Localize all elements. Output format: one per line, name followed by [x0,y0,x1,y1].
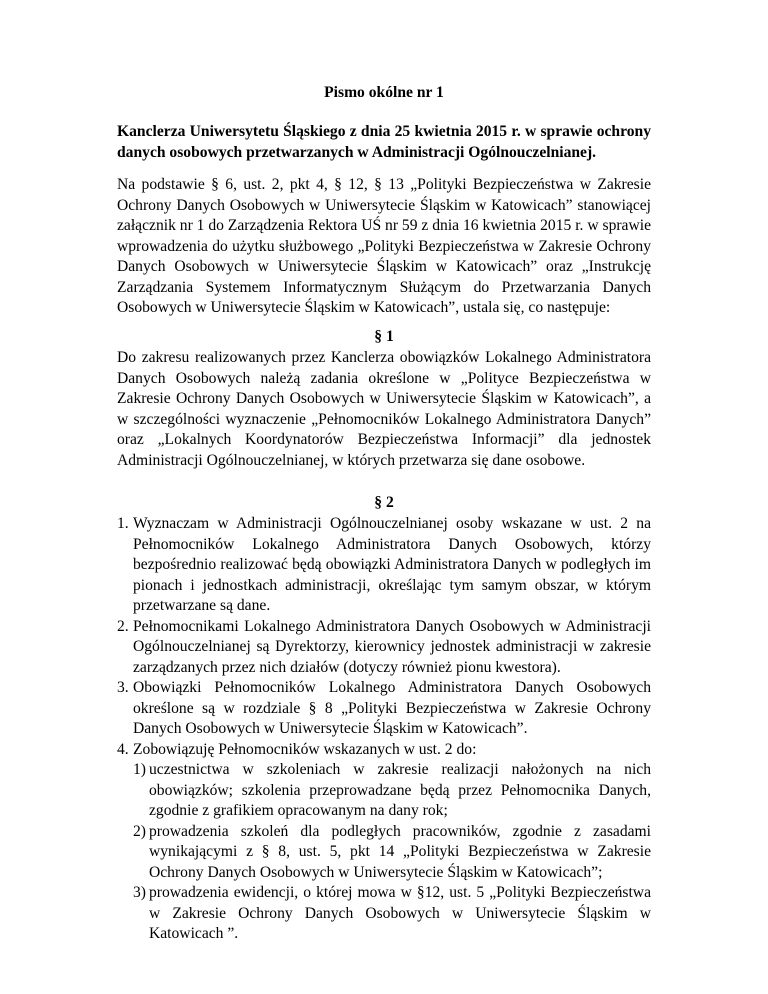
item-text: Pełnomocnikami Lokalnego Administratora Danych Osobowych w Administracji Ogólnouczelnianej są Dyrektorzy, kierownicy jednostek administracji w zakresie zarządzanych przez nich działów (dotyczy również pionu kwestora). [133,617,651,676]
item-text: Zobowiązuję Pełnomocników wskazanych w ust. 2 do: [133,740,477,758]
item-number: 2. [117,617,129,635]
item-number: 4. [117,740,129,758]
list-item [117,678,651,740]
sub-item-number: 1) [133,761,146,778]
intro-paragraph: Na podstawie § 6, ust. 2, pkt 4, § 12, § 13 „Polityki Bezpieczeństwa w Zakresie Ochrony Danych Osobowych w Uniwersytecie Śląskim w Katowicach” stanowiącej załącznik nr 1 do Zarządzenia Rektora UŚ nr 59 z dnia 16 kwietnia 2015 r. w sprawie wprowadzenia do użytku służbowego „Polityki Bezpieczeństwa w Zakresie Ochrony Danych Osobowych w Uniwersytecie Śląskim w Katowicach” oraz „Instrukcję Zarządzania Systemem Informatycznym Służącym do Przetwarzania Danych Osobowych w Uniwersytecie Śląskim w Katowicach”, ustala się, co następuje: [117,176,651,316]
item-number: 3. [117,679,129,696]
document-title: Pismo okólne nr 1 [324,84,444,101]
sub-item-text: prowadzenia szkoleń dla podległych pracowników, zgodnie z zasadami wynikającymi z § 8, ust. 5, pkt 14 „Polityki Bezpieczeństwa w Zakresie Ochrony Danych Osobowych w Uniwersytecie Śląskim w Katowicach”; [149,822,651,881]
list-item [117,617,651,679]
sub-item-number: 3) [133,884,146,901]
section-1-text: Do zakresu realizowanych przez Kanclerza obowiązków Lokalnego Administratora Danych Osobowych należą zadania określone w „Polityce Bezpieczeństwa w Zakresie Ochrony Danych Osobowych w Uniwersytecie Śląskim w Katowicach”, a w szczególności wyznaczenie „Pełnomocników Lokalnego Administratora Danych” oraz „Lokalnych Koordynatorów Bezpieczeństwa Informacji” dla jednostek Administracji Ogólnouczelnianej, w których przetwarza się dane osobowe. [117,349,651,469]
list-item [117,514,651,617]
sub-list-item [133,822,651,884]
sub-item-text: prowadzenia ewidencji, o której mowa w §12, ust. 5 „Polityki Bezpieczeństwa w Zakresie Ochrony Danych Osobowych w Uniwersytecie Śląskim w Katowicach ”. [149,884,651,942]
sub-list [133,760,651,945]
item-text: Wyznaczam w Administracji Ogólnouczelnianej osoby wskazane w ust. 2 na Pełnomocników Lokalnego Administratora Danych Osobowych, którzy bezpośrednio realizować będą obowiązki Administratora Danych w podległych im pionach i jednostkach administracji, określając tym samym obszar, w którym przetwarzane są dane. [133,515,651,614]
section-2-label: § 2 [374,494,394,511]
sub-list-item [133,883,651,945]
section-2-list [117,514,651,945]
document-heading: Kanclerza Uniwersytetu Śląskiego z dnia 25 kwietnia 2015 r. w sprawie ochrony danych osobowych przetwarzanych w Administracji Ogólnouczelnianej. [117,123,651,161]
sub-item-number: 2) [133,822,146,840]
item-text: Obowiązki Pełnomocników Lokalnego Administratora Danych Osobowych określone są w rozdziale § 8 „Polityki Bezpieczeństwa w Zakresie Ochrony Danych Osobowych w Uniwersytecie Śląskim w Katowicach”. [133,679,651,737]
item-number: 1. [117,515,129,532]
sub-list-item [133,760,651,822]
section-1-label: § 1 [374,328,394,345]
sub-item-text: uczestnictwa w szkoleniach w zakresie realizacji nałożonych na nich obowiązków; szkolenia przeprowadzane będą przez Pełnomocnika Danych, zgodnie z grafikiem opracowanym na dany rok; [149,761,651,819]
list-item [117,740,651,945]
